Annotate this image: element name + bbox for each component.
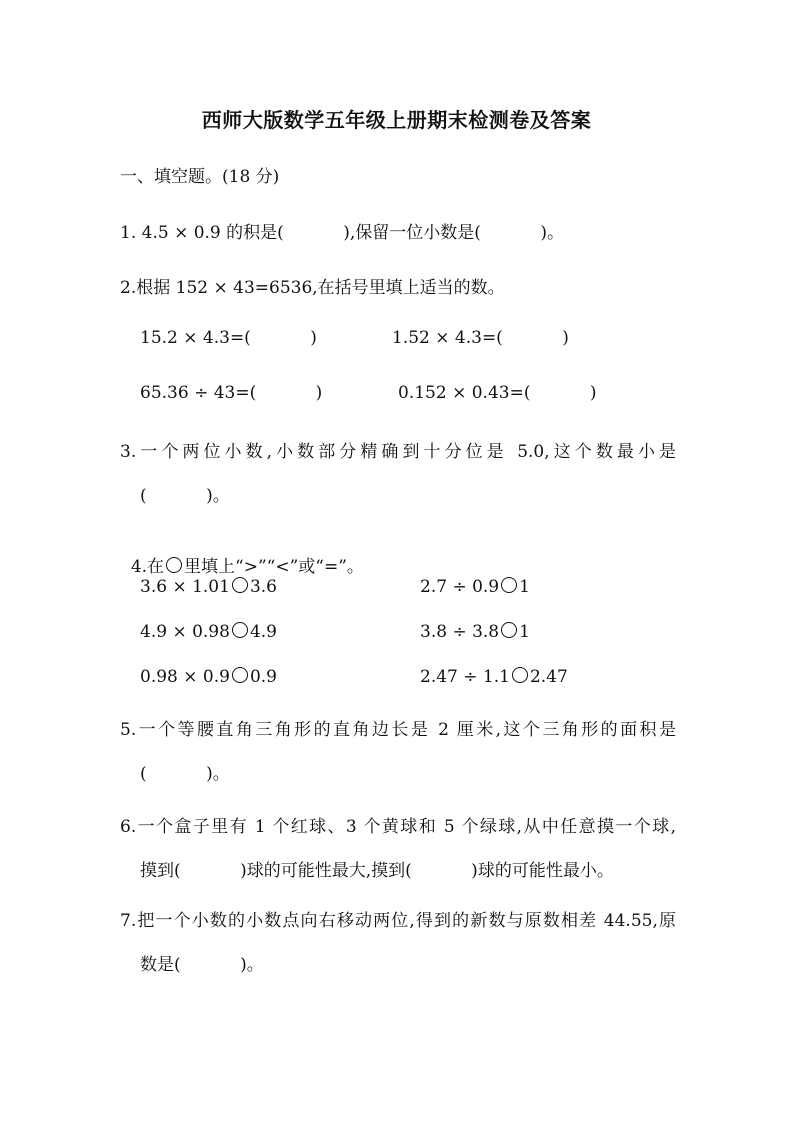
blank-circle-icon[interactable] <box>232 577 248 593</box>
compare-item: 2.7 ÷ 0.9 1 <box>420 577 530 597</box>
question-3-line-1: 3.一个两位小数,小数部分精确到十分位是 5.0,这个数最小是 <box>120 442 676 462</box>
question-2-item: 65.36 ÷ 43=( ) <box>140 383 323 403</box>
blank-circle-icon[interactable] <box>512 667 528 683</box>
blank-circle-icon[interactable] <box>501 577 517 593</box>
question-5-line-1: 5.一个等腰直角三角形的直角边长是 2 厘米,这个三角形的面积是 <box>120 720 676 740</box>
compare-item: 4.9 × 0.98 4.9 <box>140 622 277 642</box>
circle-icon <box>166 557 182 573</box>
compare-item: 3.6 × 1.01 3.6 <box>140 577 277 597</box>
question-2-item: 0.152 × 0.43=( ) <box>398 383 597 403</box>
question-6-line-2: 摸到( )球的可能性最大,摸到( )球的可能性最小。 <box>140 861 614 881</box>
compare-item: 0.98 × 0.9 0.9 <box>140 667 277 687</box>
blank-circle-icon[interactable] <box>232 622 248 638</box>
compare-item: 2.47 ÷ 1.1 2.47 <box>420 667 568 687</box>
question-4-suffix: 里填上“>”“<”或“=”。 <box>184 557 364 577</box>
section-heading: 一、填空题。(18 分) <box>120 167 280 187</box>
question-4 <box>120 532 364 577</box>
question-6-line-1: 6.一个盒子里有 1 个红球、3 个黄球和 5 个绿球,从中任意摸一个球, <box>120 817 676 837</box>
question-3-line-2: ( )。 <box>140 486 230 506</box>
question-5-line-2: ( )。 <box>140 764 230 784</box>
blank-circle-icon[interactable] <box>501 622 517 638</box>
question-7-line-1: 7.把一个小数的小数点向右移动两位,得到的新数与原数相差 44.55,原 <box>120 911 676 931</box>
compare-item: 3.8 ÷ 3.8 1 <box>420 622 530 642</box>
question-7-line-2: 数是( )。 <box>140 955 264 975</box>
question-2: 2.根据 152 × 43=6536,在括号里填上适当的数。 <box>120 278 505 298</box>
question-4-prefix: 4.在 <box>130 557 165 577</box>
question-2-item: 15.2 × 4.3=( ) <box>140 328 317 348</box>
page-title: 西师大版数学五年级上册期末检测卷及答案 <box>201 108 592 132</box>
question-2-item: 1.52 × 4.3=( ) <box>392 328 569 348</box>
blank-circle-icon[interactable] <box>232 667 248 683</box>
question-1: 1. 4.5 × 0.9 的积是( ),保留一位小数是( )。 <box>120 223 564 243</box>
